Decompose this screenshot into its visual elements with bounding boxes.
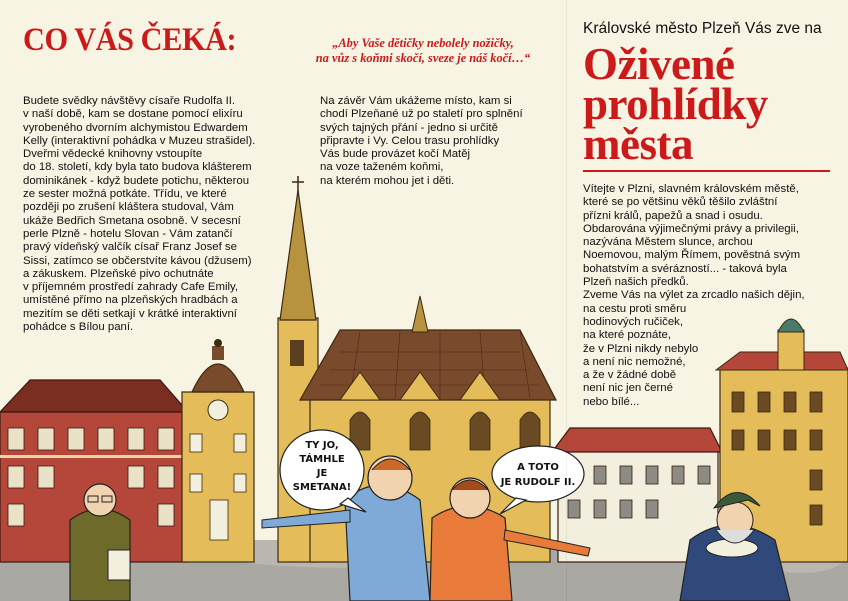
bubble-left-line-2: TÁMHLE	[299, 454, 345, 465]
left-body-line: perle Plzně - hotelu Slovan - Vám zatančí	[23, 227, 233, 240]
left-body-line: ukáže Bedřich Smetana osobně. V secesní	[23, 214, 241, 227]
bubble-right-line-1: A TOTO	[517, 462, 559, 473]
right-body-line: na které poznáte,	[583, 329, 672, 342]
left-body-line: dominikánek - když budete potichu, některou	[23, 174, 250, 187]
left-body-line: a zákuskem. Plzeňské pivo ochutnáte	[23, 267, 214, 280]
right-body-line: že v Plzni nikdy nebylo	[583, 342, 699, 355]
right-body-line: Plzeň našich předků.	[583, 276, 689, 289]
middle-body-text	[320, 95, 523, 188]
left-body-line: ze sester možná potkáte. Třídu, ve které	[23, 188, 227, 201]
right-body-line: Obdarována výjimečnými právy a privilegii,	[583, 222, 799, 235]
left-body-line: pravý vídeňský valčík císař Franz Josef se	[23, 241, 237, 254]
right-body-line: Vítejte v Plzni, slavném královském městě,	[583, 183, 799, 195]
left-body-line: v naší době, kam se dostane pomocí elixíru	[23, 108, 243, 121]
right-body-text	[583, 183, 805, 409]
right-kicker: Královské město Plzeň Vás zve na	[583, 20, 822, 37]
left-body-line: umístěné přímo na plzeňských hradbách a	[23, 294, 238, 307]
right-body-line: Noemovou, malým Římem, pověstná svým	[583, 249, 801, 262]
left-body-line: do 18. století, kdy byla tato budova klášterem	[23, 161, 252, 174]
title-line: prohlídky	[583, 79, 768, 129]
middle-body-line: Na závěr Vám ukážeme místo, kam si	[320, 95, 512, 107]
bubble-left-line-3: JE	[316, 468, 328, 479]
page-fold	[566, 0, 567, 601]
middle-body-line: na voze taženém koňmi,	[320, 161, 444, 174]
bubble-left-line-1: TY JO,	[305, 440, 339, 451]
title-line: města	[583, 119, 693, 169]
right-body-line: nazývána Městem slunce, archou	[583, 236, 753, 249]
right-body-line: na cestu proti směru	[583, 302, 687, 315]
middle-quote	[288, 36, 558, 66]
left-body-text	[23, 95, 255, 334]
left-body-line: v příjemném prostředí zahrady Cafe Emily,	[23, 281, 239, 294]
middle-body-line: na kterém mohou jet i děti.	[320, 174, 455, 187]
quote-line: „Aby Vaše dětičky nebolely nožičky,	[332, 36, 514, 50]
right-body-line: nebo bílé...	[583, 395, 640, 408]
right-body-line: Zveme Vás na výlet za zrcadlo našich dějin,	[583, 289, 805, 302]
bubble-left-line-4: SMETANA!	[292, 482, 352, 493]
left-body-line: pohádce s Bílou paní.	[23, 321, 134, 334]
quote-line: na vůz s koňmi skočí, sveze je náš kočí…“	[315, 51, 531, 65]
left-body-line: Sissi, zatímco se občerstvíte kávou (džusem)	[23, 254, 252, 267]
left-body-line: Dveřmi vědecké knihovny vstoupíte	[23, 148, 203, 161]
title-rule	[583, 170, 830, 172]
domed-building	[182, 339, 254, 562]
middle-body-line: chodí Plzeňané už po staletí pro splnění	[320, 108, 523, 121]
middle-body-line: připravte i Vy. Celou trasu prohlídky	[320, 134, 500, 147]
right-body-line: přízni králů, papežů a snad i osudu.	[583, 209, 763, 222]
title-line: Oživené	[583, 39, 735, 89]
right-body-line: bohatstvím a svérázností... - taková byla	[583, 262, 787, 275]
right-body-line: a není nic nemožné,	[583, 355, 686, 368]
left-body-line: mezitím se děti setkají v krátké interaktivní	[23, 307, 237, 320]
right-body-line: a že v žádné době	[583, 369, 677, 382]
left-body-line: vyrobeného dvorním alchymistou Edwardem	[23, 121, 248, 134]
right-title	[583, 39, 768, 169]
left-heading: CO VÁS ČEKÁ:	[23, 22, 237, 58]
left-body-line: později po zrušení kláštera studoval, Vám	[23, 201, 234, 214]
middle-body-line: svých tajných přání - jedno si určitě	[320, 121, 498, 134]
right-body-line: hodinových ručiček,	[583, 315, 684, 328]
left-body-line: Budete svědky návštěvy císaře Rudolfa II.	[23, 95, 236, 107]
bubble-right-line-2: JE RUDOLF II.	[500, 477, 576, 488]
right-body-line: které se po většinu věků těšilo zvláštní	[583, 196, 778, 209]
right-body-line: není nic jen černé	[583, 382, 673, 395]
middle-body-line: Vás bude provázet kočí Matěj	[320, 148, 471, 161]
left-body-line: Kelly (interaktivní pohádka v Muzeu strašidel).	[23, 134, 256, 147]
